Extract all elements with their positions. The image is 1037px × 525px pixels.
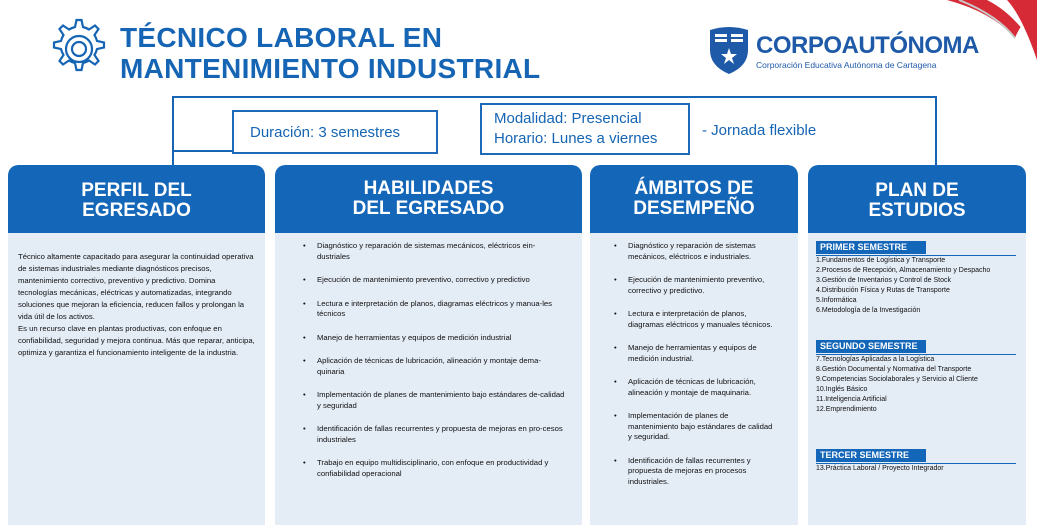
profile-header	[8, 165, 265, 233]
list-item: • Ejecución de mantenimiento preventivo, correctivo y predictivo.	[628, 275, 778, 296]
title-line-2: MANTENIMIENTO INDUSTRIAL	[120, 53, 541, 84]
duration-box	[232, 110, 438, 154]
skills-list	[275, 233, 582, 479]
skills-header	[275, 165, 582, 233]
course-item: 13.Práctica Laboral / Proyecto Integrador	[816, 465, 944, 472]
skills-title-2: DEL EGRESADO	[352, 198, 505, 219]
gear-icon	[46, 16, 112, 82]
connector-line	[172, 96, 174, 166]
course-item: 3.Gestión de Inventarios y Control de Stock	[816, 277, 952, 284]
list-item: • Diagnóstico y reparación de sistemas mecánicos, eléctricos e industriales.	[628, 241, 778, 262]
brand-tagline: Corporación Educativa Autónoma de Cartagena	[756, 60, 937, 70]
connector-line	[172, 150, 232, 152]
list-item: • Lectura e interpretación de planos, diagramas eléctricos y manuales técnicos.	[628, 309, 778, 330]
course-item: 1.Fundamentos de Logística y Transporte	[816, 257, 946, 264]
course-item: 10.Inglés Básico	[816, 386, 868, 393]
course-item: 5.Informática	[816, 297, 857, 304]
scope-title-1: ÁMBITOS DE	[634, 178, 754, 199]
list-item: • Ejecución de mantenimiento preventivo, correctivo y predictivo	[317, 275, 566, 286]
list-item: • Lectura e interpretación de planos, diagramas eléctricos y manua-les técnicos	[317, 299, 566, 320]
scope-title-2: DESEMPEÑO	[633, 198, 755, 219]
scope-header	[590, 165, 798, 233]
course-item: 11.Inteligencia Artificial	[816, 396, 887, 403]
list-item: • Trabajo en equipo multidisciplinario, con enfoque en productividad y confiabilidad operacional	[317, 458, 566, 479]
course-item: 12.Emprendimiento	[816, 406, 877, 413]
brand-logo	[708, 26, 1008, 80]
skills-column	[275, 165, 582, 525]
course-item: 7.Tecnologías Aplicadas a la Logística	[816, 356, 935, 363]
list-item: • Implementación de planes de mantenimiento bajo estándares de calidad y seguridad.	[628, 411, 778, 443]
list-item: • Implementación de planes de mantenimiento bajo estándares de-calidad y seguridad	[317, 390, 566, 411]
list-item: • Manejo de herramientas y equipos de medición industrial	[317, 333, 566, 344]
course-item: 2.Procesos de Recepción, Almacenamiento y Despacho	[816, 267, 991, 274]
brand-name: CORPOAUTÓNOMA	[756, 32, 979, 59]
plan-title-2: ESTUDIOS	[868, 200, 966, 221]
list-item: • Manejo de herramientas y equipos de medición industrial.	[628, 343, 778, 364]
scope-list	[590, 233, 798, 487]
profile-title-1: PERFIL DEL	[81, 180, 192, 201]
list-item: • Diagnóstico y reparación de sistemas mecánicos, eléctricos ein-dustriales	[317, 241, 566, 262]
semester-title: SEGUNDO SEMESTRE	[816, 340, 926, 353]
shield-icon	[708, 26, 750, 76]
connector-line	[935, 96, 937, 166]
plan-header	[808, 165, 1026, 233]
plan-title-1: PLAN DE	[875, 180, 959, 201]
list-item: • Aplicación de técnicas de lubricación, alineación y montaje dema-quinaria	[317, 356, 566, 377]
scope-column	[590, 165, 798, 525]
semester-block	[816, 237, 1018, 316]
profile-title-2: EGRESADO	[82, 200, 191, 221]
schedule-text: Horario: Lunes a viernes	[494, 130, 658, 147]
duration-text: Duración: 3 semestres	[250, 124, 401, 141]
page-title	[120, 22, 540, 84]
course-item: 8.Gestión Documental y Normativa del Transporte	[816, 366, 972, 373]
profile-text	[8, 233, 265, 359]
jornada-text: - Jornada flexible	[702, 122, 817, 139]
semester-block	[816, 336, 1018, 415]
skills-title-1: HABILIDADES	[363, 178, 494, 199]
course-item: 6.Metodología de la Investigación	[816, 307, 921, 314]
plan-column	[808, 165, 1026, 525]
course-item: 9.Competencias Sociolaborales y Servicio al Cliente	[816, 376, 978, 383]
profile-paragraph-2: Es un recurso clave en plantas productivas, con enfoque en confiabilidad, seguridad y mejora continua. Más que reparar, anticipa, optimiza y garantiza el funcionamiento inteligente de la industria.	[18, 324, 255, 357]
list-item: • Identificación de fallas recurrentes y propuesta de mejoras en pro-cesos industriales	[317, 424, 566, 445]
modality-box	[480, 103, 690, 155]
list-item: • Aplicación de técnicas de lubricación, alineación y montaje de maquinaria.	[628, 377, 778, 398]
modality-text: Modalidad: Presencial	[494, 110, 642, 127]
profile-column	[8, 165, 265, 525]
semester-title: PRIMER SEMESTRE	[816, 241, 926, 254]
connector-line	[172, 96, 937, 98]
list-item: • Identificación de fallas recurrentes y propuesta de mejoras en procesos industriales.	[628, 456, 778, 488]
semester-block	[816, 445, 1018, 474]
title-line-1: TÉCNICO LABORAL EN	[120, 22, 443, 53]
course-item: 4.Distribución Física y Rutas de Transporte	[816, 287, 950, 294]
semester-title: TERCER SEMESTRE	[816, 449, 926, 462]
profile-paragraph: Técnico altamente capacitado para asegurar la continuidad operativa de sistemas industriales mediante diagnósticos precisos, mantenimiento correctivo, preventivo y predictivo. Domina tecnologías mecánicas, eléctricas y automatizadas, integrando soluciones que mejoran la eficiencia, reducen fallos y prolongan la vida útil de los activos.	[18, 252, 254, 321]
